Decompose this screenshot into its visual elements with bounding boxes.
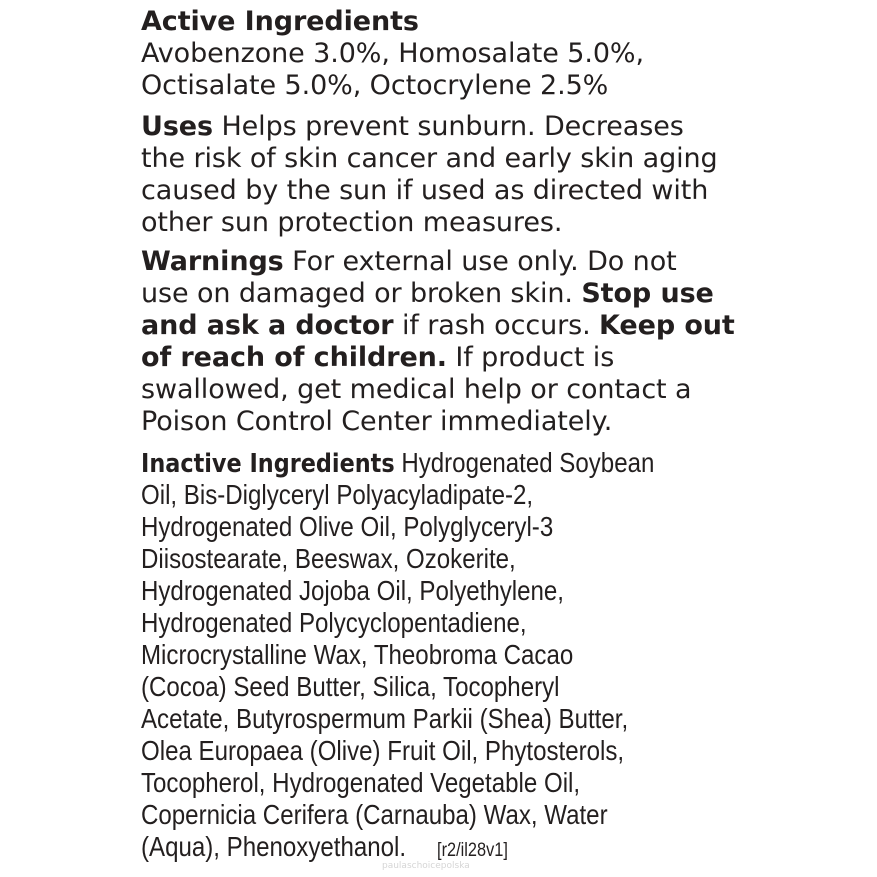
uses-line: caused by the sun if used as directed with bbox=[141, 175, 709, 206]
watermark: paulaschoicepolska bbox=[382, 861, 470, 871]
inactive-ingredients-text: (Aqua), Phenoxyethanol. bbox=[141, 831, 407, 862]
warnings-line bbox=[141, 310, 841, 342]
uses-line: other sun protection measures. bbox=[141, 207, 563, 238]
uses-text: Helps prevent sunburn. Decreases bbox=[212, 111, 684, 142]
uses-line bbox=[141, 111, 841, 143]
inactive-ingredients-section bbox=[141, 447, 841, 863]
active-ingredients-heading: Active Ingredients bbox=[141, 6, 419, 37]
ask-doctor-emphasis: and ask a doctor bbox=[141, 310, 394, 341]
reach-of-children-emphasis: of reach of children. bbox=[141, 342, 447, 373]
inactive-ingredients-line: Olea Europaea (Olive) Fruit Oil, Phytosterols, bbox=[141, 735, 625, 766]
warnings-line bbox=[141, 278, 841, 310]
inactive-ingredients-line: Copernicia Cerifera (Carnauba) Wax, Water bbox=[141, 799, 608, 830]
uses-heading: Uses bbox=[141, 111, 213, 142]
label-version-code: [r2/il28v1] bbox=[437, 840, 508, 861]
warnings-line bbox=[141, 342, 841, 374]
stop-use-emphasis: Stop use bbox=[581, 278, 714, 309]
inactive-ingredients-line: Tocopherol, Hydrogenated Vegetable Oil, bbox=[141, 767, 581, 798]
inactive-ingredients-line: Microcrystalline Wax, Theobroma Cacao bbox=[141, 639, 574, 670]
inactive-ingredients-line: Acetate, Butyrospermum Parkii (Shea) Butter, bbox=[141, 703, 629, 734]
inactive-ingredients-line bbox=[141, 831, 743, 863]
active-ingredients-section bbox=[141, 6, 841, 102]
inactive-ingredients-line bbox=[141, 447, 743, 479]
inactive-ingredients-heading: Inactive Ingredients bbox=[141, 449, 395, 479]
warnings-text: If product is bbox=[446, 342, 615, 373]
uses-line: the risk of skin cancer and early skin aging bbox=[141, 143, 718, 174]
warnings-text: For external use only. Do not bbox=[283, 246, 677, 277]
inactive-ingredients-line: Hydrogenated Jojoba Oil, Polyethylene, bbox=[141, 575, 564, 606]
warnings-text: if rash occurs. bbox=[393, 310, 600, 341]
inactive-ingredients-line: Hydrogenated Polycyclopentadiene, bbox=[141, 607, 527, 638]
keep-out-emphasis: Keep out bbox=[599, 310, 735, 341]
inactive-ingredients-line: Diisostearate, Beeswax, Ozokerite, bbox=[141, 543, 516, 574]
inactive-ingredients-line: Hydrogenated Olive Oil, Polyglyceryl-3 bbox=[141, 511, 554, 542]
warnings-section bbox=[141, 246, 841, 438]
warnings-line: Poison Control Center immediately. bbox=[141, 406, 613, 437]
warnings-heading: Warnings bbox=[141, 246, 284, 277]
active-ingredients-line: Octisalate 5.0%, Octocrylene 2.5% bbox=[141, 70, 609, 101]
warnings-line: swallowed, get medical help or contact a bbox=[141, 374, 692, 405]
inactive-ingredients-text: Hydrogenated Soybean bbox=[394, 447, 655, 478]
inactive-ingredients-line: Oil, Bis-Diglyceryl Polyacyladipate-2, bbox=[141, 479, 534, 510]
warnings-text: use on damaged or broken skin. bbox=[141, 278, 582, 309]
active-ingredients-line: Avobenzone 3.0%, Homosalate 5.0%, bbox=[141, 38, 644, 69]
inactive-ingredients-line: (Cocoa) Seed Butter, Silica, Tocopheryl bbox=[141, 671, 560, 702]
uses-section bbox=[141, 111, 841, 239]
warnings-line bbox=[141, 246, 841, 278]
